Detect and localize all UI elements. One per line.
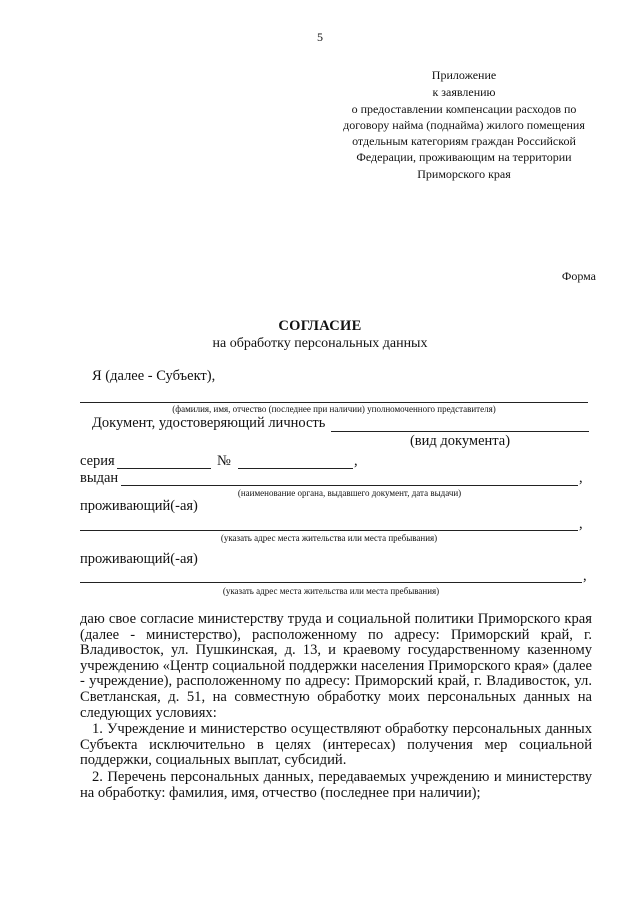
page-number: 5: [317, 30, 323, 44]
series-field[interactable]: [117, 468, 211, 469]
appendix-line: отдельным категориям граждан Российской: [352, 134, 576, 149]
appendix-line: о предоставлении компенсации расходов по: [351, 101, 577, 116]
address-field-1[interactable]: [80, 530, 578, 531]
address-caption-2: (указать адрес места жительства или места пребывания): [222, 586, 440, 596]
document-title: СОГЛАСИЕ: [278, 318, 362, 334]
consent-body: [80, 612, 592, 801]
issued-field[interactable]: [121, 485, 578, 486]
appendix-title: Приложение: [431, 68, 497, 82]
id-document-field[interactable]: [331, 431, 589, 432]
number-field[interactable]: [238, 468, 353, 469]
address-comma-1: ,: [579, 516, 583, 532]
appendix-block: [318, 67, 610, 182]
document-subtitle: на обработку персональных данных: [212, 336, 428, 351]
consent-condition-1: 1. Учреждение и министерство осуществляют обработку персональных данных Субъекта исключительно в целях (интересах) получения мер социальной поддержки, социальных выплат, субсидий.: [80, 721, 592, 769]
appendix-line: Федерации, проживающим на территории: [356, 150, 572, 165]
appendix-line: к заявлению: [432, 85, 496, 100]
id-document-label: Документ, удостоверяющий личность: [92, 415, 326, 431]
id-document-caption: (вид документа): [409, 433, 511, 449]
subject-caption: (фамилия, имя, отчество (последнее при наличии) уполномоченного представителя): [172, 404, 496, 414]
residing-label-1: проживающий(-ая): [80, 498, 198, 514]
consent-condition-2: 2. Перечень персональных данных, передаваемых учреждению и министерству на обработку: фамилия, имя, отчество (последнее при наличии);: [80, 768, 592, 801]
address-caption-1: (указать адрес места жительства или места пребывания): [220, 533, 438, 543]
subject-name-field[interactable]: [80, 402, 588, 403]
consent-intro: даю свое согласие министерству труда и социальной политики Приморского края (далее - министерство), расположенному по адресу: Приморский край, г. Владивосток, ул. Пушкинская, д. 13, и краевому государственному казенному учреждению «Центр социальной поддержки населения Приморского края» (далее - учреждение), расположенному по адресу: Приморский край, г. Владивосток, ул. Светланская, д. 51, на совместную обработку моих персональных данных на следующих условиях:: [80, 611, 592, 721]
series-label: серия: [80, 453, 115, 469]
address-field-2[interactable]: [80, 582, 582, 583]
issued-caption: (наименование органа, выдавшего документ, дата выдачи): [237, 488, 462, 498]
issued-comma: ,: [579, 470, 583, 486]
appendix-line: договору найма (поднайма) жилого помещения: [343, 117, 585, 132]
series-comma: ,: [354, 453, 358, 469]
form-label: Форма: [561, 269, 596, 283]
appendix-line: Приморского края: [417, 166, 511, 181]
issued-label: выдан: [80, 470, 119, 486]
address-comma-2: ,: [583, 568, 587, 584]
residing-label-2: проживающий(-ая): [80, 551, 198, 567]
subject-label: Я (далее - Субъект),: [92, 368, 216, 384]
number-label: №: [217, 453, 231, 469]
